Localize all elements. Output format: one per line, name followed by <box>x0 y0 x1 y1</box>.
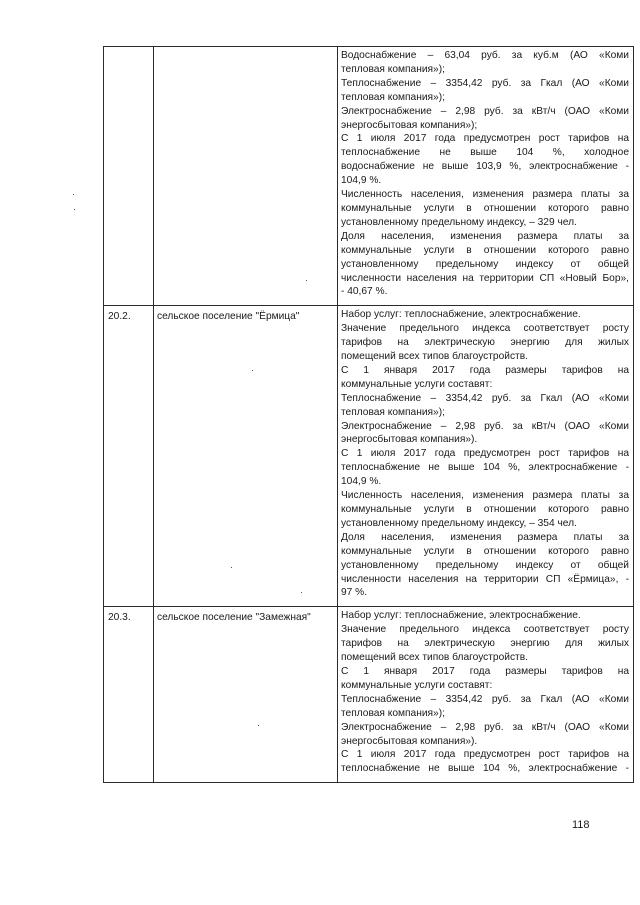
text-line: коммунальные услуги в отношении которого равно <box>341 545 629 557</box>
tariff-table <box>103 46 634 783</box>
text-line: Теплоснабжение – 3354,42 руб. за Гкал (АО «Коми <box>341 693 629 705</box>
text-line: теплоснабжение не выше 104 %, холодное <box>341 147 629 159</box>
text-line: теплоснабжение не выше 104 %, электроснабжение - <box>341 462 629 474</box>
text-line: коммунальные услуги в отношении которого равно <box>341 244 629 256</box>
settlement-name: сельское поселение "Замежная" <box>157 612 311 624</box>
text-line: Доля населения, изменения размера платы за <box>341 531 629 543</box>
row-number-cell <box>104 306 154 607</box>
text-line: 104,9 %. <box>341 476 382 488</box>
description-cell <box>338 47 634 306</box>
text-line: энергосбытовая компания»); <box>341 119 478 131</box>
row-number: 20.2. <box>108 311 131 323</box>
text-line: Численность населения, изменения размера платы за <box>341 189 629 201</box>
text-line: коммунальные услуги составят: <box>341 679 493 691</box>
text-line: С 1 июля 2017 года предусмотрен рост тарифов на <box>341 133 629 145</box>
description-text <box>338 607 633 782</box>
text-line: С 1 января 2017 года размеры тарифов на <box>341 665 629 677</box>
text-line: установленному предельному индексу от общей <box>341 559 629 571</box>
text-line: установленному предельному индексу от общей <box>341 258 629 270</box>
text-line: коммунальные услуги в отношении которого равно <box>341 202 629 214</box>
text-line: коммунальные услуги в отношении которого равно <box>341 504 629 515</box>
text-line: Значение предельного индекса соответствует росту <box>341 624 629 636</box>
text-line: С 1 июля 2017 года предусмотрен рост тарифов на <box>341 448 629 460</box>
text-line: Электроснабжение – 2,98 руб. за кВт/ч (ОАО «Коми <box>341 721 629 733</box>
text-line: тепловая компания»); <box>341 406 445 418</box>
text-line: Теплоснабжение – 3354,42 руб. за Гкал (АО «Коми <box>341 392 629 404</box>
text-line: Доля населения, изменения размера платы за <box>341 230 629 242</box>
page-number: 118 <box>572 819 590 831</box>
text-line: С 1 июля 2017 года предусмотрен рост тарифов на <box>341 749 629 761</box>
row-number-cell <box>104 47 154 306</box>
text-line: энергосбытовая компания»). <box>341 735 478 747</box>
row-number-cell <box>104 607 154 783</box>
text-line: коммунальные услуги составят: <box>341 378 493 390</box>
text-line: Электроснабжение – 2,98 руб. за кВт/ч (ОАО «Коми <box>341 420 629 432</box>
table-row <box>104 306 634 607</box>
text-line: энергосбытовая компания»). <box>341 434 478 446</box>
scan-speck <box>74 209 75 210</box>
text-line: теплоснабжение не выше 104 %, электроснабжение - <box>341 763 629 775</box>
text-line: Набор услуг: теплоснабжение, электроснабжение. <box>341 610 581 622</box>
text-line: тепловая компания»); <box>341 63 445 75</box>
text-line: С 1 января 2017 года размеры тарифов на <box>341 364 629 376</box>
settlement-name-cell <box>154 607 338 783</box>
text-line: тепловая компания»); <box>341 91 445 103</box>
text-line: тепловая компания»); <box>341 707 445 719</box>
scan-speck <box>73 194 74 195</box>
text-line: Набор услуг: теплоснабжение, электроснабжение. <box>341 309 581 321</box>
settlement-name: сельское поселение "Ёрмица" <box>157 311 300 323</box>
description-cell <box>338 306 634 607</box>
table-row <box>104 47 634 306</box>
settlement-name-cell <box>154 47 338 306</box>
text-line: помещений всех типов благоустройств. <box>341 652 528 664</box>
row-number: 20.3. <box>108 612 131 624</box>
description-text <box>338 306 633 606</box>
text-line: тарифов на электрическую энергию для жилых <box>341 638 629 650</box>
text-line: тарифов на электрическую энергию для жилых <box>341 337 629 349</box>
text-line: водоснабжение не выше 103,9 %, электроснабжение - <box>341 161 629 173</box>
text-line: Теплоснабжение – 3354,42 руб. за Гкал (АО «Коми <box>341 77 629 89</box>
text-line: численности населения на территории СП «Ёрмица», - <box>341 573 629 585</box>
text-line: - 40,67 %. <box>341 286 388 298</box>
text-line: Электроснабжение – 2,98 руб. за кВт/ч (ОАО «Коми <box>341 105 629 117</box>
text-line: установленному предельному индексу, – 329 чел. <box>341 216 577 228</box>
text-line: Значение предельного индекса соответствует росту <box>341 323 629 335</box>
description-text <box>338 47 633 305</box>
text-line: численности населения на территории СП «Новый Бор», <box>341 272 629 284</box>
text-line: Численность населения, изменения размера платы за <box>341 490 629 502</box>
text-line: помещений всех типов благоустройств. <box>341 351 528 363</box>
table-row <box>104 607 634 783</box>
description-cell <box>338 607 634 783</box>
text-line: 104,9 %. <box>341 175 382 187</box>
text-line: 97 %. <box>341 587 368 599</box>
settlement-name-cell <box>154 306 338 607</box>
text-line: Водоснабжение – 63,04 руб. за куб.м (АО «Коми <box>341 50 629 61</box>
text-line: установленному предельному индексу, – 354 чел. <box>341 517 577 529</box>
